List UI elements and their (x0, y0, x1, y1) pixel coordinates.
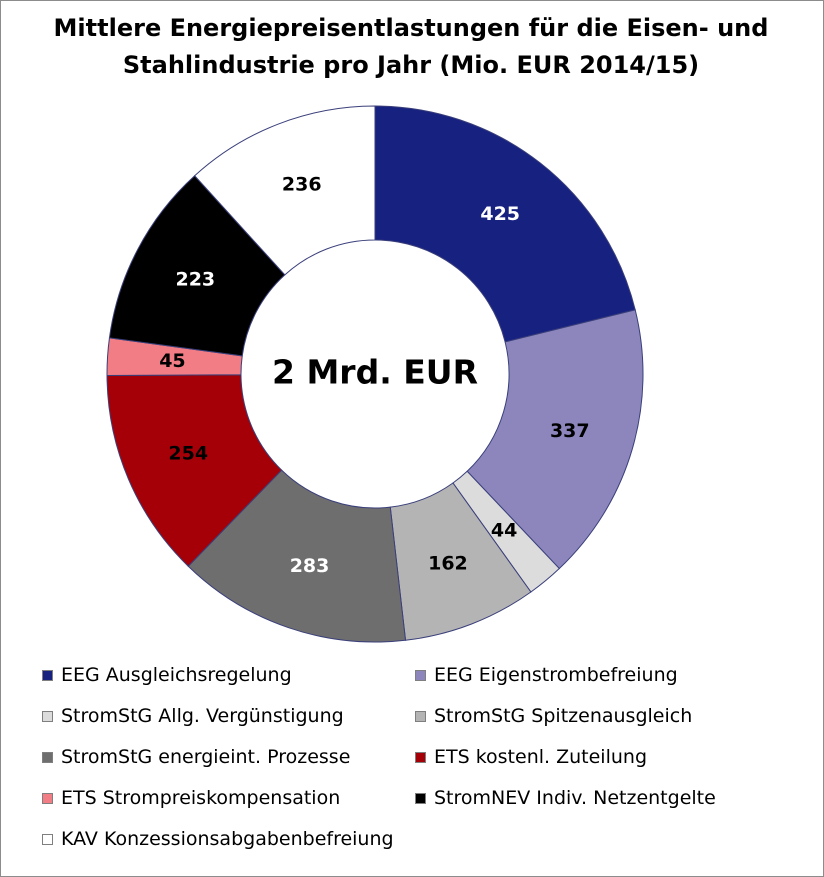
legend-label-1: EEG Eigenstrombefreiung (434, 664, 678, 686)
legend-label-6: ETS Strompreiskompensation (61, 787, 341, 809)
chart-title-line-1: Mittlere Energiepreisentlastungen für die Eisen- und (53, 14, 769, 42)
slice-value-label-8: 236 (281, 173, 322, 196)
legend-label-3: StromStG Spitzenausgleich (434, 705, 693, 727)
slice-value-label-2: 44 (490, 519, 518, 542)
legend-label-0: EEG Ausgleichsregelung (61, 664, 292, 686)
legend-label-7: StromNEV Indiv. Netzentgelte (434, 787, 716, 809)
slice-value-label-7: 223 (175, 268, 216, 291)
legend-label-2: StromStG Allg. Vergünstigung (61, 705, 344, 727)
slice-value-label-4: 283 (289, 555, 330, 578)
chart-title-line-2: Stahlindustrie pro Jahr (Mio. EUR 2014/15) (122, 51, 700, 79)
slice-value-label-6: 45 (159, 349, 186, 372)
slice-value-label-3: 162 (428, 552, 468, 575)
legend-label-4: StromStG energieint. Prozesse (61, 746, 351, 768)
center-label: 2 Mrd. EUR (272, 352, 478, 392)
slice-value-label-0: 425 (480, 203, 521, 226)
slice-value-label-5: 254 (168, 442, 209, 465)
legend-label-5: ETS kostenl. Zuteilung (434, 746, 647, 768)
slice-value-label-1: 337 (549, 420, 590, 443)
legend-label-8: KAV Konzessionsabgabenbefreiung (61, 828, 394, 850)
